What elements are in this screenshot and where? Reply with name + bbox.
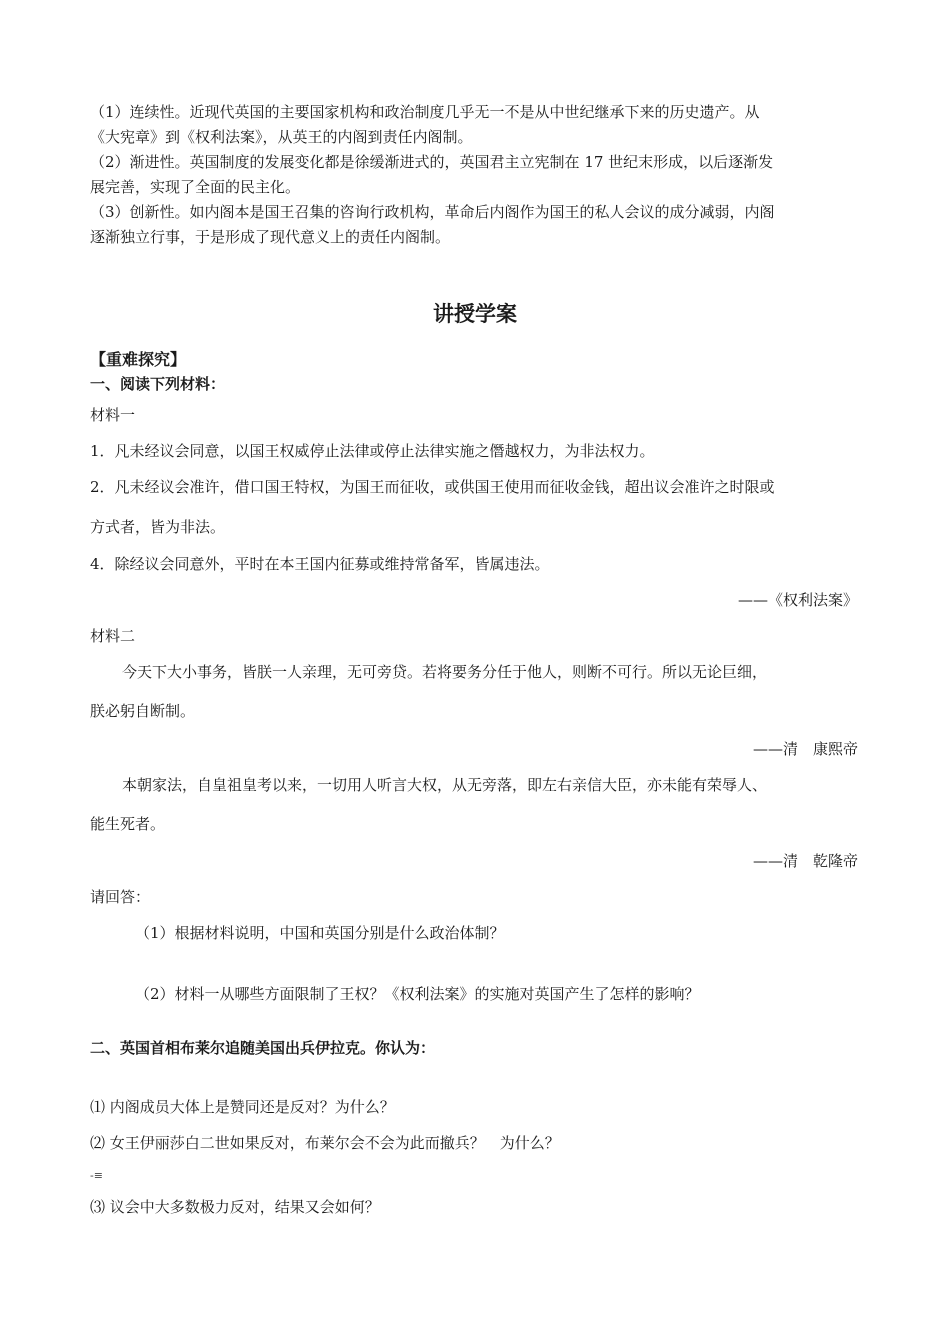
intro-paragraph-3-line-1: （3）创新性。如内阁本是国王召集的咨询行政机构，革命后内阁作为国王的私人会议的成分减弱，内阁 (90, 203, 775, 221)
question-1: （1）根据材料说明，中国和英国分别是什么政治体制？ (135, 924, 505, 942)
intro-paragraph-1-line-2: 《大宪章》到《权利法案》，从英王的内阁到责任内阁制。 (90, 128, 473, 146)
intro-paragraph-1-line-1: （1）连续性。近现代英国的主要国家机构和政治制度几乎无一不是从中世纪继承下来的历史遗产。从 (90, 103, 760, 121)
part2-heading: 二、英国首相布莱尔追随美国出兵伊拉克。你认为： (90, 1039, 436, 1057)
material1-item-2-line-1: 2．凡未经议会准许，借口国王特权，为国王而征收，或供国王使用而征收金钱，超出议会准许之时限或 (90, 478, 775, 496)
material1-source: ——《权利法案》 (737, 591, 858, 609)
ask-prompt: 请回答： (90, 888, 151, 906)
material2-source-kangxi: ——清 康熙帝 (752, 740, 858, 758)
exploration-heading: 【重难探究】 (90, 350, 187, 369)
material2-label: 材料二 (90, 627, 136, 645)
part1-heading: 一、阅读下列材料： (90, 375, 226, 393)
part2-question-2: ⑵ 女王伊丽莎白二世如果反对，布莱尔会不会为此而撤兵？ 为什么？ (90, 1134, 560, 1152)
material1-item-2-line-2: 方式者，皆为非法。 (90, 518, 226, 536)
section-title: 讲授学案 (433, 302, 517, 326)
material1-item-1: 1．凡未经议会同意，以国王权威停止法律或停止法律实施之僭越权力，为非法权力。 (90, 442, 655, 460)
material1-item-4: 4．除经议会同意外，平时在本王国内征募或维持常备军，皆属违法。 (90, 555, 550, 573)
material2-paragraph-2-line-2: 能生死者。 (90, 815, 166, 833)
part2-question-3: ⑶ 议会中大多数极力反对，结果又会如何？ (90, 1198, 380, 1216)
material2-source-qianlong: ——清 乾隆帝 (752, 852, 858, 870)
intro-paragraph-2-line-2: 展完善，实现了全面的民主化。 (90, 178, 301, 196)
question-2: （2）材料一从哪些方面限制了王权？《权利法案》的实施对英国产生了怎样的影响？ (135, 985, 700, 1003)
material2-paragraph-1-line-2: 朕必躬自断制。 (90, 702, 196, 720)
material2-paragraph-1-line-1: 今天下大小事务，皆朕一人亲理，无可旁贷。若将要务分任于他人，则断不可行。所以无论巨细， (122, 663, 768, 681)
stray-mark: -≡ (90, 1169, 103, 1182)
intro-paragraph-2-line-1: （2）渐进性。英国制度的发展变化都是徐缓渐进式的，英国君主立宪制在 17 世纪末形成，以后逐渐发 (90, 153, 774, 171)
intro-paragraph-3-line-2: 逐渐独立行事，于是形成了现代意义上的责任内阁制。 (90, 228, 451, 246)
part2-question-1: ⑴ 内阁成员大体上是赞同还是反对？为什么？ (90, 1098, 395, 1116)
material2-paragraph-2-line-1: 本朝家法，自皇祖皇考以来，一切用人听言大权，从无旁落，即左右亲信大臣，亦未能有荣辱人、 (122, 776, 768, 794)
material1-label: 材料一 (90, 406, 136, 424)
